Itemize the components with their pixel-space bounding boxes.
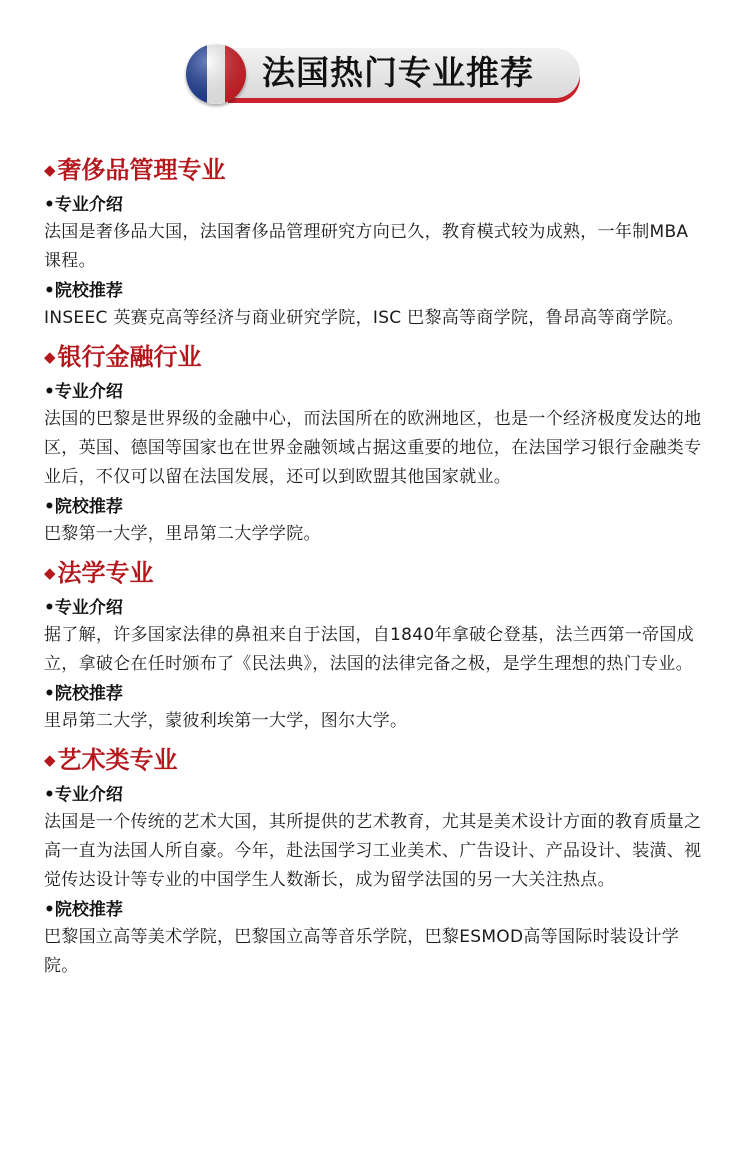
section-title	[44, 152, 704, 188]
schools-text: 巴黎第一大学，里昂第二大学学院。	[44, 524, 321, 544]
section-title	[44, 742, 704, 778]
intro-label: •专业介绍	[44, 195, 123, 215]
diamond-bullet-icon: ◆	[44, 564, 56, 582]
intro-label: •专业介绍	[44, 382, 123, 402]
schools-label: •院校推荐	[44, 684, 123, 704]
schools-label: •院校推荐	[44, 281, 123, 301]
intro-text: 法国是一个传统的艺术大国，其所提供的艺术教育，尤其是美术设计方面的教育质量之高一直为法国人所自豪。今年，赴法国学习工业美术、广告设计、产品设计、装潢、视觉传达设计等专业的中国学生人数渐长，成为留学法国的另一大关注热点。	[44, 812, 702, 890]
section-banking-finance	[44, 339, 704, 549]
section-title-text: 艺术类专业	[57, 746, 178, 774]
section-arts	[44, 742, 704, 981]
diamond-bullet-icon: ◆	[44, 751, 56, 769]
diamond-bullet-icon: ◆	[44, 348, 56, 366]
intro-text: 据了解，许多国家法律的鼻祖来自于法国，自1840年拿破仑登基，法兰西第一帝国成立，拿破仑在任时颁布了《民法典》，法国的法律完备之极，是学生理想的热门专业。	[44, 625, 694, 674]
header-banner	[228, 48, 580, 98]
section-title-text: 奢侈品管理专业	[57, 156, 226, 184]
schools-text: 里昂第二大学，蒙彼利埃第一大学，图尔大学。	[44, 711, 408, 731]
intro-text: 法国是奢侈品大国，法国奢侈品管理研究方向已久，教育模式较为成熟，一年制MBA课程。	[44, 222, 689, 271]
page-title: 法国热门专业推荐	[262, 53, 534, 92]
schools-text: INSEEC 英赛克高等经济与商业研究学院，ISC 巴黎高等商学院，鲁昂高等商学院。	[44, 308, 684, 328]
section-luxury-management	[44, 152, 704, 333]
schools-label: •院校推荐	[44, 497, 123, 517]
intro-label: •专业介绍	[44, 598, 123, 618]
diamond-bullet-icon: ◆	[44, 161, 56, 179]
section-title-text: 法学专业	[57, 559, 154, 587]
section-title-text: 银行金融行业	[57, 343, 202, 371]
section-law	[44, 555, 704, 736]
section-title	[44, 555, 704, 591]
intro-label: •专业介绍	[44, 785, 123, 805]
schools-label: •院校推荐	[44, 900, 123, 920]
article-content	[44, 152, 704, 983]
schools-text: 巴黎国立高等美术学院，巴黎国立高等音乐学院，巴黎ESMOD高等国际时装设计学院。	[44, 927, 680, 976]
section-title	[44, 339, 704, 375]
intro-text: 法国的巴黎是世界级的金融中心，而法国所在的欧洲地区，也是一个经济极度发达的地区，英国、德国等国家也在世界金融领域占据这重要的地位，在法国学习银行金融类专业后，不仅可以留在法国发展，还可以到欧盟其他国家就业。	[44, 409, 702, 487]
page-header	[186, 44, 588, 110]
france-flag-icon	[186, 44, 246, 104]
